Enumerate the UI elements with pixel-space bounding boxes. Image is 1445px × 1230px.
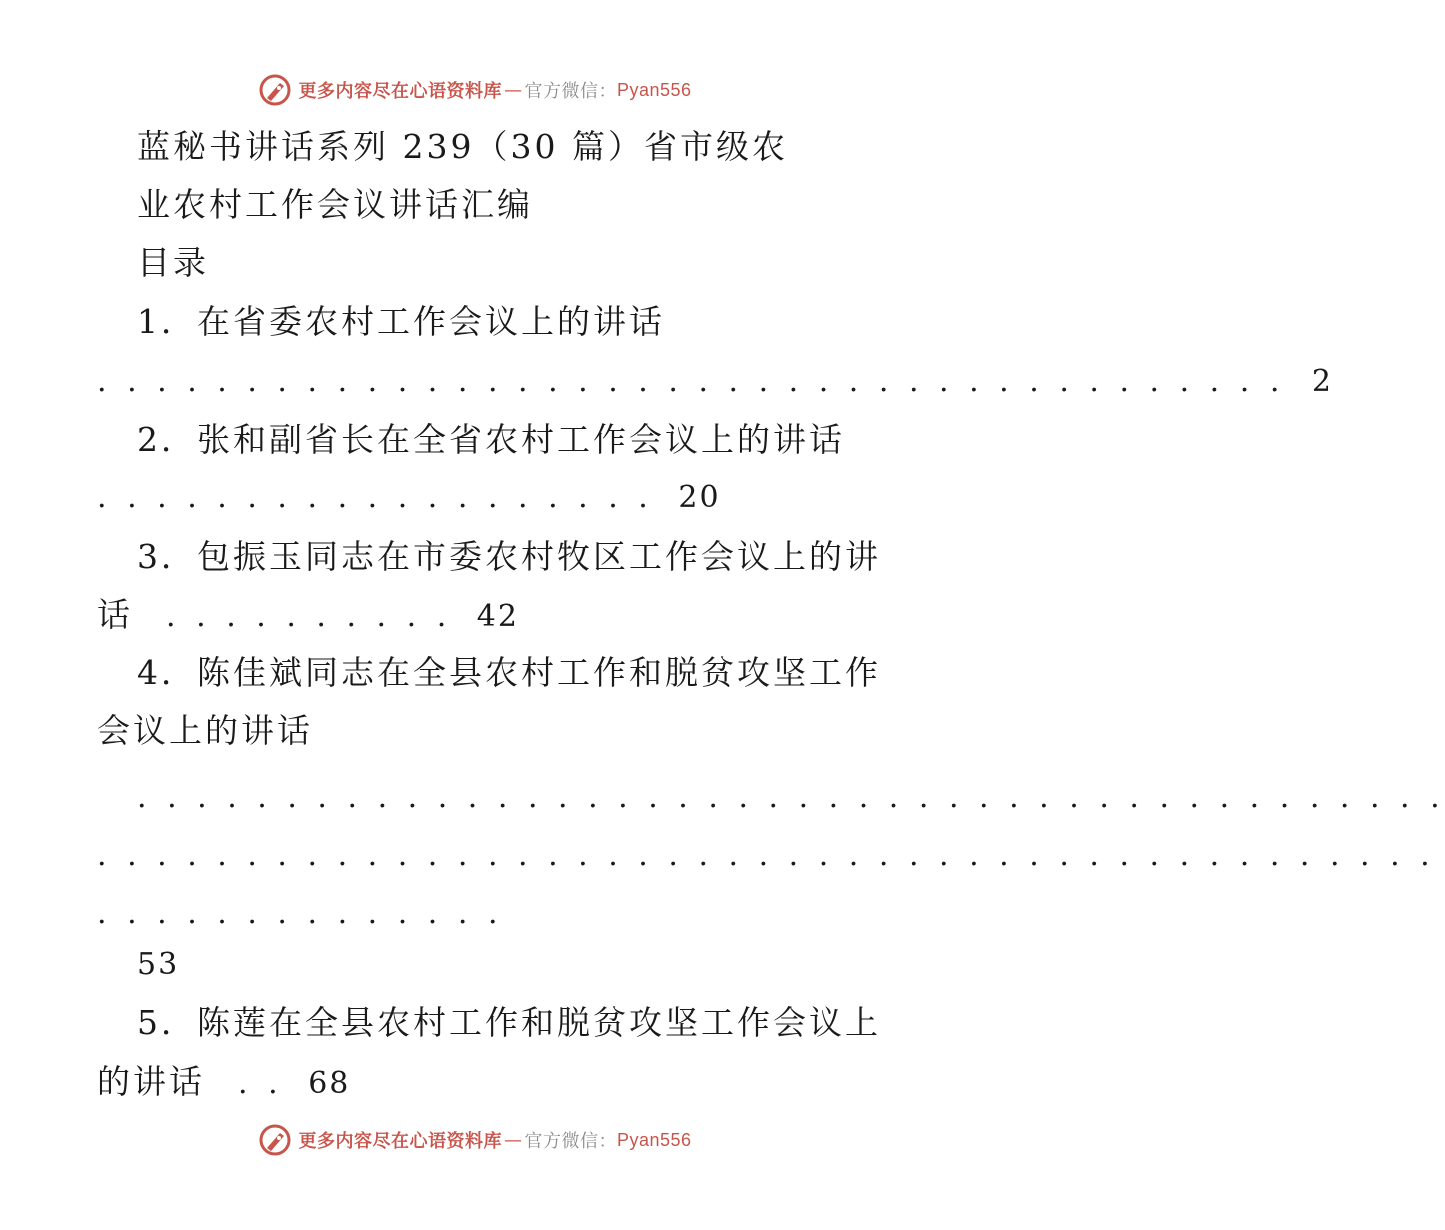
banner-wechat-id: Pyan556: [616, 79, 692, 100]
pen-nib-logo-icon: [258, 1123, 292, 1157]
toc-entry-4-dots-line-1: . . . . . . . . . . . . . . . . . . . . . . . . . . . . . . . . . . . . . . . . . . . .: [137, 780, 1445, 815]
banner-wechat-id: Pyan556: [616, 1129, 692, 1150]
toc-entry-5-title-line-2[interactable]: 的讲话: [97, 1062, 205, 1101]
banner-separator: —: [503, 79, 523, 101]
toc-entry-4-page: 53: [137, 947, 180, 982]
toc-entry-1-title[interactable]: 1．在省委农村工作会议上的讲话: [137, 302, 665, 341]
doc-title-line-2: 业农村工作会议讲话汇编: [137, 185, 533, 224]
toc-entry-3-title-line-1[interactable]: 3．包振玉同志在市委农村牧区工作会议上的讲: [137, 537, 881, 576]
header-banner: [0, 70, 950, 110]
doc-title-line-1: 蓝秘书讲话系列 239（30 篇）省市级农: [137, 127, 788, 166]
toc-entry-5-title-line-1[interactable]: 5．陈莲在全县农村工作和脱贫攻坚工作会议上: [137, 1003, 881, 1042]
banner-label: 官方微信：: [524, 1131, 617, 1152]
toc-entry-1-dots: . . . . . . . . . . . . . . . . . . . . . . . . . . . . . . . . . . . . . . . .: [97, 364, 1285, 399]
pen-nib-logo-icon: [258, 73, 292, 107]
banner-separator: —: [503, 1129, 523, 1151]
toc-entry-3-dots: . . . . . . . . . .: [166, 599, 452, 634]
banner-main-text: 更多内容尽在心语资料库: [298, 81, 502, 102]
toc-entry-1-leader: [97, 362, 1333, 402]
toc-entry-4-dots-line-3: . . . . . . . . . . . . . .: [97, 896, 503, 931]
toc-entry-5-page: 68: [308, 1066, 351, 1101]
toc-entry-4-dots-line-2: . . . . . . . . . . . . . . . . . . . . . . . . . . . . . . . . . . . . . . . . . . . . .: [97, 838, 1436, 873]
toc-entry-5-dots: . .: [238, 1066, 284, 1101]
footer-banner: [0, 1120, 950, 1160]
toc-entry-1-page: 2: [1311, 364, 1333, 399]
toc-entry-3-page: 42: [476, 599, 519, 634]
toc-entry-2-leader: [97, 478, 721, 518]
toc-entry-5-line-2: [97, 1062, 350, 1104]
toc-entry-2-page: 20: [678, 480, 721, 515]
toc-entry-2-dots: . . . . . . . . . . . . . . . . . . .: [97, 480, 654, 515]
banner-label: 官方微信：: [524, 81, 617, 102]
toc-heading: 目录: [137, 243, 209, 282]
toc-entry-2-title[interactable]: 2．张和副省长在全省农村工作会议上的讲话: [137, 420, 845, 459]
toc-entry-4-title-line-1[interactable]: 4．陈佳斌同志在全县农村工作和脱贫攻坚工作: [137, 653, 881, 692]
toc-entry-3-title-line-2[interactable]: 话: [97, 595, 133, 634]
toc-entry-3-line-2: [97, 595, 519, 637]
banner-main-text: 更多内容尽在心语资料库: [298, 1131, 502, 1152]
toc-entry-4-title-line-2[interactable]: 会议上的讲话: [97, 711, 313, 750]
